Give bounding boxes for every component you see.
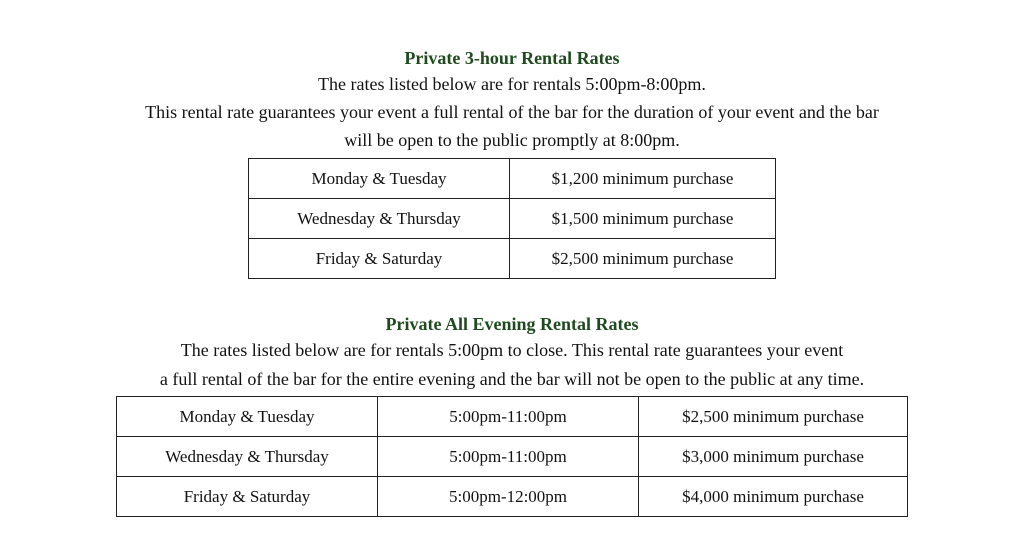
three-hour-rates-description-line: will be open to the public promptly at 8:00pm. bbox=[344, 130, 680, 150]
three-hour-rates-description-line: This rental rate guarantees your event a full rental of the bar for the duration of your event and the bar bbox=[145, 102, 879, 122]
all-evening-rates-table bbox=[116, 396, 908, 517]
hours-cell: 5:00pm-11:00pm bbox=[378, 437, 639, 477]
all-evening-rates-description-line: a full rental of the bar for the entire evening and the bar will not be open to the public at any time. bbox=[159, 369, 865, 389]
three-hour-rates-intro-line: The rates listed below are for rentals 5:00pm-8:00pm. bbox=[318, 74, 706, 94]
three-hour-rates-table bbox=[248, 158, 776, 279]
table-row bbox=[117, 437, 908, 477]
table-row bbox=[117, 477, 908, 517]
minimum-purchase-cell: $2,500 minimum purchase bbox=[510, 239, 776, 279]
all-evening-rates-description-line: The rates listed below are for rentals 5:00pm to close. This rental rate guarantees your event bbox=[180, 340, 844, 360]
table-row bbox=[249, 239, 776, 279]
days-cell: Monday & Tuesday bbox=[249, 159, 510, 199]
table-row bbox=[249, 199, 776, 239]
minimum-purchase-cell: $2,500 minimum purchase bbox=[639, 397, 908, 437]
three-hour-rates-heading: Private 3-hour Rental Rates bbox=[404, 48, 620, 68]
minimum-purchase-cell: $1,500 minimum purchase bbox=[510, 199, 776, 239]
table-row bbox=[249, 159, 776, 199]
hours-cell: 5:00pm-12:00pm bbox=[378, 477, 639, 517]
hours-cell: 5:00pm-11:00pm bbox=[378, 397, 639, 437]
minimum-purchase-cell: $3,000 minimum purchase bbox=[639, 437, 908, 477]
all-evening-rates-heading: Private All Evening Rental Rates bbox=[385, 314, 639, 334]
days-cell: Wednesday & Thursday bbox=[117, 437, 378, 477]
minimum-purchase-cell: $1,200 minimum purchase bbox=[510, 159, 776, 199]
all-evening-rates-section bbox=[0, 312, 1024, 517]
days-cell: Friday & Saturday bbox=[249, 239, 510, 279]
days-cell: Friday & Saturday bbox=[117, 477, 378, 517]
days-cell: Wednesday & Thursday bbox=[249, 199, 510, 239]
table-row bbox=[117, 397, 908, 437]
days-cell: Monday & Tuesday bbox=[117, 397, 378, 437]
three-hour-rates-section bbox=[0, 46, 1024, 279]
minimum-purchase-cell: $4,000 minimum purchase bbox=[639, 477, 908, 517]
